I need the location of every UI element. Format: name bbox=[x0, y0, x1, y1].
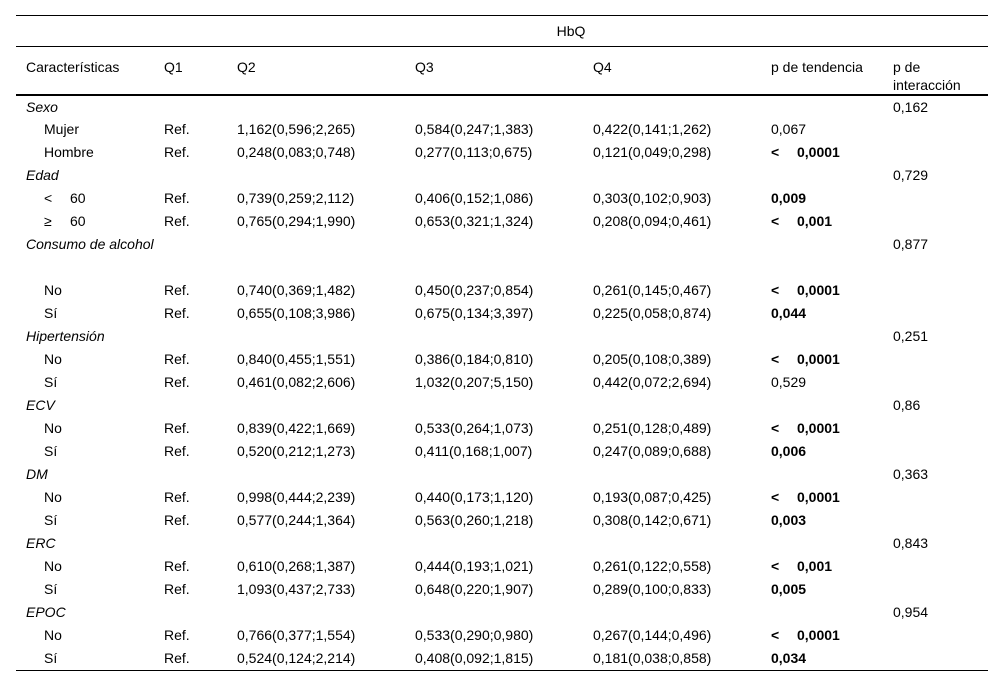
p-interaccion-cell bbox=[883, 624, 988, 647]
category-label: DM bbox=[26, 466, 48, 482]
table-row bbox=[16, 348, 988, 371]
subgroup-label: No bbox=[44, 558, 62, 574]
q4-cell: 0,121(0,049;0,298) bbox=[593, 144, 712, 160]
group-header-row bbox=[16, 16, 988, 47]
p-tendencia-cell: 0,044 bbox=[771, 305, 807, 321]
p-tendencia-cell: 0,009 bbox=[771, 190, 807, 206]
q4-cell: 0,251(0,128;0,489) bbox=[593, 420, 712, 436]
q4-cell: 0,308(0,142;0,671) bbox=[593, 512, 712, 528]
q4-cell: 0,261(0,122;0,558) bbox=[593, 558, 712, 574]
col-header-q1: Q1 bbox=[154, 47, 227, 96]
q3-cell: 0,675(0,134;3,397) bbox=[415, 305, 534, 321]
subgroup-label: Hombre bbox=[44, 144, 94, 160]
q4-cell: 0,303(0,102;0,903) bbox=[593, 190, 712, 206]
q3-cell: 0,386(0,184;0,810) bbox=[415, 351, 534, 367]
p-sign: < bbox=[771, 351, 780, 367]
p-sign: < bbox=[771, 282, 780, 298]
p-interaccion-cell bbox=[883, 578, 988, 601]
q3-cell: 0,653(0,321;1,324) bbox=[415, 213, 534, 229]
q1-cell: Ref. bbox=[164, 121, 190, 137]
table-row bbox=[16, 371, 988, 394]
q3-cell: 0,411(0,168;1,007) bbox=[415, 443, 533, 459]
q3-cell: 0,277(0,113;0,675) bbox=[415, 144, 533, 160]
q2-cell: 0,765(0,294;1,990) bbox=[237, 213, 356, 229]
subgroup-label: ≥ 60 bbox=[44, 213, 86, 229]
q1-cell: Ref. bbox=[164, 351, 190, 367]
category-row bbox=[16, 233, 988, 279]
q3-cell: 0,533(0,290;0,980) bbox=[415, 627, 534, 643]
p-sign: < bbox=[771, 213, 780, 229]
q1-cell: Ref. bbox=[164, 213, 190, 229]
q1-cell: Ref. bbox=[164, 581, 190, 597]
table-container bbox=[16, 15, 988, 671]
p-tendencia-cell: < 0,0001 bbox=[771, 420, 840, 436]
category-label: ERC bbox=[26, 535, 56, 551]
subgroup-label: No bbox=[44, 351, 62, 367]
table-row bbox=[16, 210, 988, 233]
subgroup-label: No bbox=[44, 420, 62, 436]
category-row bbox=[16, 601, 988, 624]
p-tendencia-cell: 0,006 bbox=[771, 443, 807, 459]
q1-cell: Ref. bbox=[164, 443, 190, 459]
category-row bbox=[16, 532, 988, 555]
q3-cell: 0,440(0,173;1,120) bbox=[415, 489, 534, 505]
p-tendencia-cell: 0,529 bbox=[771, 374, 807, 390]
subgroup-label: Sí bbox=[44, 443, 58, 459]
q1-cell: Ref. bbox=[164, 282, 190, 298]
col-header-p-interaccion: p de interacción bbox=[883, 47, 988, 96]
q2-cell: 0,461(0,082;2,606) bbox=[237, 374, 356, 390]
p-tendencia-cell: 0,005 bbox=[771, 581, 807, 597]
q1-cell: Ref. bbox=[164, 374, 190, 390]
category-label: Sexo bbox=[26, 99, 58, 115]
q3-cell: 1,032(0,207;5,150) bbox=[415, 374, 534, 390]
q4-cell: 0,289(0,100;0,833) bbox=[593, 581, 712, 597]
category-label: EPOC bbox=[26, 604, 66, 620]
q2-cell: 0,839(0,422;1,669) bbox=[237, 420, 356, 436]
p-tendencia-cell: < 0,0001 bbox=[771, 282, 840, 298]
table-row bbox=[16, 509, 988, 532]
table-row bbox=[16, 118, 988, 141]
category-label: Hipertensión bbox=[26, 328, 105, 344]
column-header-row bbox=[16, 47, 988, 96]
q3-cell: 0,444(0,193;1,021) bbox=[415, 558, 534, 574]
p-interaccion-cell: 0,954 bbox=[893, 604, 929, 620]
q1-cell: Ref. bbox=[164, 489, 190, 505]
category-row bbox=[16, 463, 988, 486]
category-row bbox=[16, 95, 988, 118]
label-sign: < bbox=[44, 190, 53, 206]
table-row bbox=[16, 578, 988, 601]
p-sign: < bbox=[771, 420, 780, 436]
p-tendencia-cell: < 0,001 bbox=[771, 213, 833, 229]
table-row bbox=[16, 279, 988, 302]
q2-cell: 0,840(0,455;1,551) bbox=[237, 351, 356, 367]
q4-cell: 0,225(0,058;0,874) bbox=[593, 305, 712, 321]
p-interaccion-cell bbox=[883, 118, 988, 141]
q1-cell: Ref. bbox=[164, 558, 190, 574]
q1-cell: Ref. bbox=[164, 627, 190, 643]
col-header-q2: Q2 bbox=[227, 47, 405, 96]
label-sign: ≥ bbox=[44, 213, 52, 229]
category-label: ECV bbox=[26, 397, 55, 413]
q2-cell: 0,520(0,212;1,273) bbox=[237, 443, 356, 459]
q4-cell: 0,181(0,038;0,858) bbox=[583, 647, 761, 670]
table-row bbox=[16, 417, 988, 440]
p-interaccion-cell: 0,162 bbox=[893, 99, 929, 115]
p-tendencia-cell: < 0,0001 bbox=[771, 351, 840, 367]
category-row bbox=[16, 325, 988, 348]
p-tendencia-cell: 0,034 bbox=[761, 647, 883, 670]
p-tendencia-cell: 0,067 bbox=[771, 121, 807, 137]
table-row bbox=[16, 187, 988, 210]
p-interaccion-cell bbox=[883, 279, 988, 302]
table-row bbox=[16, 647, 988, 670]
q4-cell: 0,247(0,089;0,688) bbox=[593, 443, 712, 459]
q2-cell: 0,998(0,444;2,239) bbox=[237, 489, 356, 505]
q1-cell: Ref. bbox=[164, 512, 190, 528]
table-row bbox=[16, 141, 988, 164]
table-row bbox=[16, 486, 988, 509]
q4-cell: 0,208(0,094;0,461) bbox=[593, 213, 712, 229]
p-sign: < bbox=[771, 144, 780, 160]
q3-cell: 0,648(0,220;1,907) bbox=[415, 581, 534, 597]
p-interaccion-cell bbox=[883, 486, 988, 509]
q4-cell: 0,261(0,145;0,467) bbox=[593, 282, 712, 298]
q2-cell: 1,093(0,437;2,733) bbox=[237, 581, 356, 597]
subgroup-label: No bbox=[44, 282, 62, 298]
q2-cell: 1,162(0,596;2,265) bbox=[237, 121, 356, 137]
q4-cell: 0,422(0,141;1,262) bbox=[593, 121, 712, 137]
col-header-q4: Q4 bbox=[583, 47, 761, 96]
p-sign: < bbox=[771, 558, 780, 574]
p-interaccion-cell bbox=[883, 210, 988, 233]
q2-cell: 0,766(0,377;1,554) bbox=[237, 627, 356, 643]
col-header-q3: Q3 bbox=[405, 47, 583, 96]
q1-cell: Ref. bbox=[164, 190, 190, 206]
q4-cell: 0,205(0,108;0,389) bbox=[593, 351, 712, 367]
p-sign: < bbox=[771, 489, 780, 505]
p-interaccion-cell bbox=[883, 187, 988, 210]
table-row bbox=[16, 302, 988, 325]
p-interaccion-cell bbox=[883, 417, 988, 440]
p-tendencia-cell: < 0,0001 bbox=[771, 627, 840, 643]
table-row bbox=[16, 555, 988, 578]
table-row bbox=[16, 624, 988, 647]
subgroup-label: Sí bbox=[44, 305, 58, 321]
q2-cell: 0,248(0,083;0,748) bbox=[237, 144, 356, 160]
p-interaccion-cell: 0,843 bbox=[893, 535, 929, 551]
subgroup-label: Sí bbox=[44, 581, 58, 597]
p-tendencia-cell: < 0,0001 bbox=[771, 489, 840, 505]
p-interaccion-cell bbox=[883, 348, 988, 371]
table-row bbox=[16, 440, 988, 463]
category-row bbox=[16, 394, 988, 417]
subgroup-label: Sí bbox=[16, 647, 154, 670]
category-row bbox=[16, 164, 988, 187]
q4-cell: 0,442(0,072;2,694) bbox=[593, 374, 712, 390]
p-sign: < bbox=[771, 627, 780, 643]
p-interaccion-cell bbox=[883, 302, 988, 325]
p-interaccion-cell bbox=[883, 555, 988, 578]
p-interaccion-cell: 0,877 bbox=[893, 236, 929, 252]
q3-cell: 0,408(0,092;1,815) bbox=[405, 647, 583, 670]
q4-cell: 0,267(0,144;0,496) bbox=[593, 627, 712, 643]
p-interaccion-cell bbox=[883, 509, 988, 532]
q3-cell: 0,406(0,152;1,086) bbox=[415, 190, 534, 206]
category-label: Edad bbox=[26, 167, 59, 183]
q2-cell: 0,655(0,108;3,986) bbox=[237, 305, 356, 321]
q1-cell: Ref. bbox=[164, 305, 190, 321]
q3-cell: 0,450(0,237;0,854) bbox=[415, 282, 534, 298]
p-tendencia-cell: 0,003 bbox=[771, 512, 807, 528]
q4-cell: 0,193(0,087;0,425) bbox=[593, 489, 712, 505]
q3-cell: 0,563(0,260;1,218) bbox=[415, 512, 534, 528]
group-header-hbq: HbQ bbox=[154, 16, 988, 47]
p-tendencia-cell: < 0,001 bbox=[771, 558, 833, 574]
q1-cell: Ref. bbox=[164, 144, 190, 160]
q2-cell: 0,740(0,369;1,482) bbox=[237, 282, 356, 298]
hbq-results-table bbox=[16, 15, 988, 671]
subgroup-label: < 60 bbox=[44, 190, 86, 206]
p-interaccion-cell bbox=[883, 440, 988, 463]
p-interaccion-cell: 0,729 bbox=[893, 167, 929, 183]
subgroup-label: No bbox=[44, 489, 62, 505]
q3-cell: 0,584(0,247;1,383) bbox=[415, 121, 534, 137]
category-label: Consumo de alcohol bbox=[26, 236, 154, 252]
table-body bbox=[16, 95, 988, 670]
q3-cell: 0,533(0,264;1,073) bbox=[415, 420, 534, 436]
col-header-caracteristicas: Características bbox=[16, 47, 154, 96]
p-interaccion-cell bbox=[883, 371, 988, 394]
p-interaccion-cell bbox=[883, 647, 988, 670]
col-header-p-tendencia: p de tendencia bbox=[761, 47, 883, 96]
q1-cell: Ref. bbox=[154, 647, 227, 670]
subgroup-label: Mujer bbox=[44, 121, 80, 137]
p-interaccion-cell bbox=[883, 141, 988, 164]
q2-cell: 0,610(0,268;1,387) bbox=[237, 558, 356, 574]
q2-cell: 0,577(0,244;1,364) bbox=[237, 512, 356, 528]
q1-cell: Ref. bbox=[164, 420, 190, 436]
subgroup-label: No bbox=[44, 627, 62, 643]
subgroup-label: Sí bbox=[44, 374, 58, 390]
p-interaccion-cell: 0,363 bbox=[893, 466, 929, 482]
p-tendencia-cell: < 0,0001 bbox=[771, 144, 840, 160]
p-interaccion-cell: 0,251 bbox=[893, 328, 929, 344]
q2-cell: 0,739(0,259;2,112) bbox=[237, 190, 355, 206]
p-interaccion-cell: 0,86 bbox=[893, 397, 921, 413]
q2-cell: 0,524(0,124;2,214) bbox=[227, 647, 405, 670]
subgroup-label: Sí bbox=[44, 512, 58, 528]
